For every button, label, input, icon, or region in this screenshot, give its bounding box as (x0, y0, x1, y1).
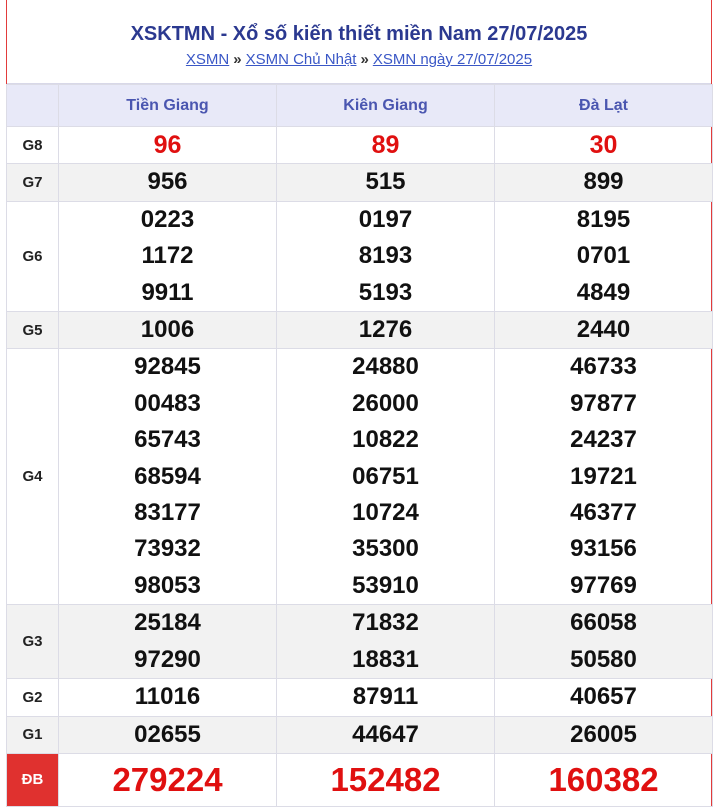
prize-label: G6 (7, 201, 59, 311)
prize-number: 5193 (358, 278, 413, 306)
prize-number: 1172 (141, 242, 194, 270)
prize-number: 93156 (570, 535, 637, 563)
prize-number: 515 (365, 168, 406, 196)
prize-row-g5 (7, 312, 713, 349)
prize-label: G5 (7, 312, 59, 349)
prize-label: G7 (7, 164, 59, 201)
prize-cell (277, 164, 495, 201)
breadcrumb (7, 51, 711, 69)
prize-number: 53910 (352, 571, 419, 599)
prize-number: 4849 (576, 278, 631, 306)
prize-number: 956 (147, 168, 188, 196)
prize-cell (495, 679, 713, 716)
prize-number: 87911 (352, 683, 419, 711)
prize-number: 71832 (352, 609, 419, 637)
prize-number: 46377 (570, 499, 637, 527)
prize-cell (495, 201, 713, 311)
prize-cell (59, 679, 277, 716)
prize-row-db (7, 753, 713, 806)
prize-cell (59, 127, 277, 164)
prize-number: 97877 (570, 389, 637, 417)
prize-number: 66058 (570, 609, 637, 637)
breadcrumb-xsmn-date[interactable]: XSMN ngày 27/07/2025 (372, 51, 533, 68)
prize-cell (495, 753, 713, 806)
column-header-da-lat: Đà Lạt (495, 85, 713, 127)
prize-number: 92845 (134, 353, 201, 381)
prize-number: 18831 (352, 645, 419, 673)
prize-cell (277, 349, 495, 605)
prize-cell (59, 312, 277, 349)
breadcrumb-separator: » (233, 51, 242, 68)
prize-number: 46733 (570, 353, 637, 381)
prize-cell (495, 605, 713, 679)
prize-number: 25184 (134, 609, 201, 637)
prize-number: 0701 (576, 242, 631, 270)
results-header (7, 0, 711, 84)
prize-label: G3 (7, 605, 59, 679)
prize-row-g6 (7, 201, 713, 311)
prize-number: 24237 (570, 426, 637, 454)
prize-row-g2 (7, 679, 713, 716)
prize-number: 96 (153, 131, 182, 159)
prize-number: 83177 (134, 499, 201, 527)
prize-cell (495, 127, 713, 164)
prize-number: 8193 (358, 242, 413, 270)
prize-number: 73932 (134, 535, 201, 563)
prize-number: 19721 (570, 462, 637, 490)
prize-number: 10822 (352, 426, 419, 454)
prize-row-g8 (7, 127, 713, 164)
prize-cell (277, 679, 495, 716)
prize-number: 2440 (576, 316, 631, 344)
results-panel (6, 0, 712, 807)
prize-number: 06751 (352, 462, 419, 490)
prize-row-g1 (7, 716, 713, 753)
prize-cell (495, 312, 713, 349)
prize-cell (59, 753, 277, 806)
prize-cell (277, 201, 495, 311)
prize-cell (495, 716, 713, 753)
prize-row-g3 (7, 605, 713, 679)
prize-row-g4 (7, 349, 713, 605)
prize-cell (277, 753, 495, 806)
prize-cell (277, 605, 495, 679)
prize-number: 0223 (140, 205, 195, 233)
prize-cell (277, 312, 495, 349)
prize-number: 35300 (352, 535, 419, 563)
column-header-kien-giang: Kiên Giang (277, 85, 495, 127)
prize-number: 1276 (358, 316, 413, 344)
prize-number: 44647 (352, 720, 419, 748)
breadcrumb-separator: » (360, 51, 369, 68)
prize-number: 89 (371, 131, 400, 159)
prize-number: 50580 (570, 645, 637, 673)
prize-number: 68594 (134, 462, 201, 490)
prize-label: G4 (7, 349, 59, 605)
prize-row-g7 (7, 164, 713, 201)
prize-number: 98053 (134, 571, 201, 599)
prize-number: 0197 (358, 205, 413, 233)
prize-label: G8 (7, 127, 59, 164)
page-title: XSKTMN - Xổ số kiến thiết miền Nam 27/07/2025 (130, 23, 588, 45)
prize-number: 02655 (134, 720, 201, 748)
prize-number: 26005 (570, 720, 637, 748)
breadcrumb-xsmn-chu-nhat[interactable]: XSMN Chủ Nhật (245, 51, 357, 68)
prize-number: 9911 (141, 278, 194, 306)
prize-number: 899 (583, 168, 624, 196)
prize-number: 1006 (140, 316, 195, 344)
prize-number: 8195 (576, 205, 631, 233)
prize-number: 24880 (352, 353, 419, 381)
prize-number: 30 (589, 131, 618, 159)
prize-label: ĐB (7, 753, 59, 806)
prize-number: 26000 (352, 389, 419, 417)
prize-number: 152482 (330, 760, 441, 798)
prize-number: 11016 (134, 683, 201, 711)
table-header-row (7, 85, 713, 127)
prize-cell (59, 716, 277, 753)
prize-cell (59, 349, 277, 605)
prize-number: 00483 (134, 389, 201, 417)
prize-number: 40657 (570, 683, 637, 711)
prize-cell (59, 605, 277, 679)
prize-number: 10724 (352, 499, 419, 527)
prize-number: 279224 (112, 760, 223, 798)
prize-cell (277, 716, 495, 753)
prize-number: 160382 (548, 760, 659, 798)
prize-number: 97769 (570, 571, 637, 599)
results-table (6, 84, 713, 807)
prize-label: G2 (7, 679, 59, 716)
prize-cell (277, 127, 495, 164)
prize-cell (495, 164, 713, 201)
results-body (7, 127, 713, 807)
prize-cell (59, 201, 277, 311)
column-header-tien-giang: Tiền Giang (59, 85, 277, 127)
prize-cell (59, 164, 277, 201)
corner-cell (7, 85, 59, 127)
prize-number: 97290 (134, 645, 201, 673)
prize-label: G1 (7, 716, 59, 753)
prize-number: 65743 (134, 426, 201, 454)
prize-cell (495, 349, 713, 605)
breadcrumb-xsmn[interactable]: XSMN (185, 51, 230, 68)
